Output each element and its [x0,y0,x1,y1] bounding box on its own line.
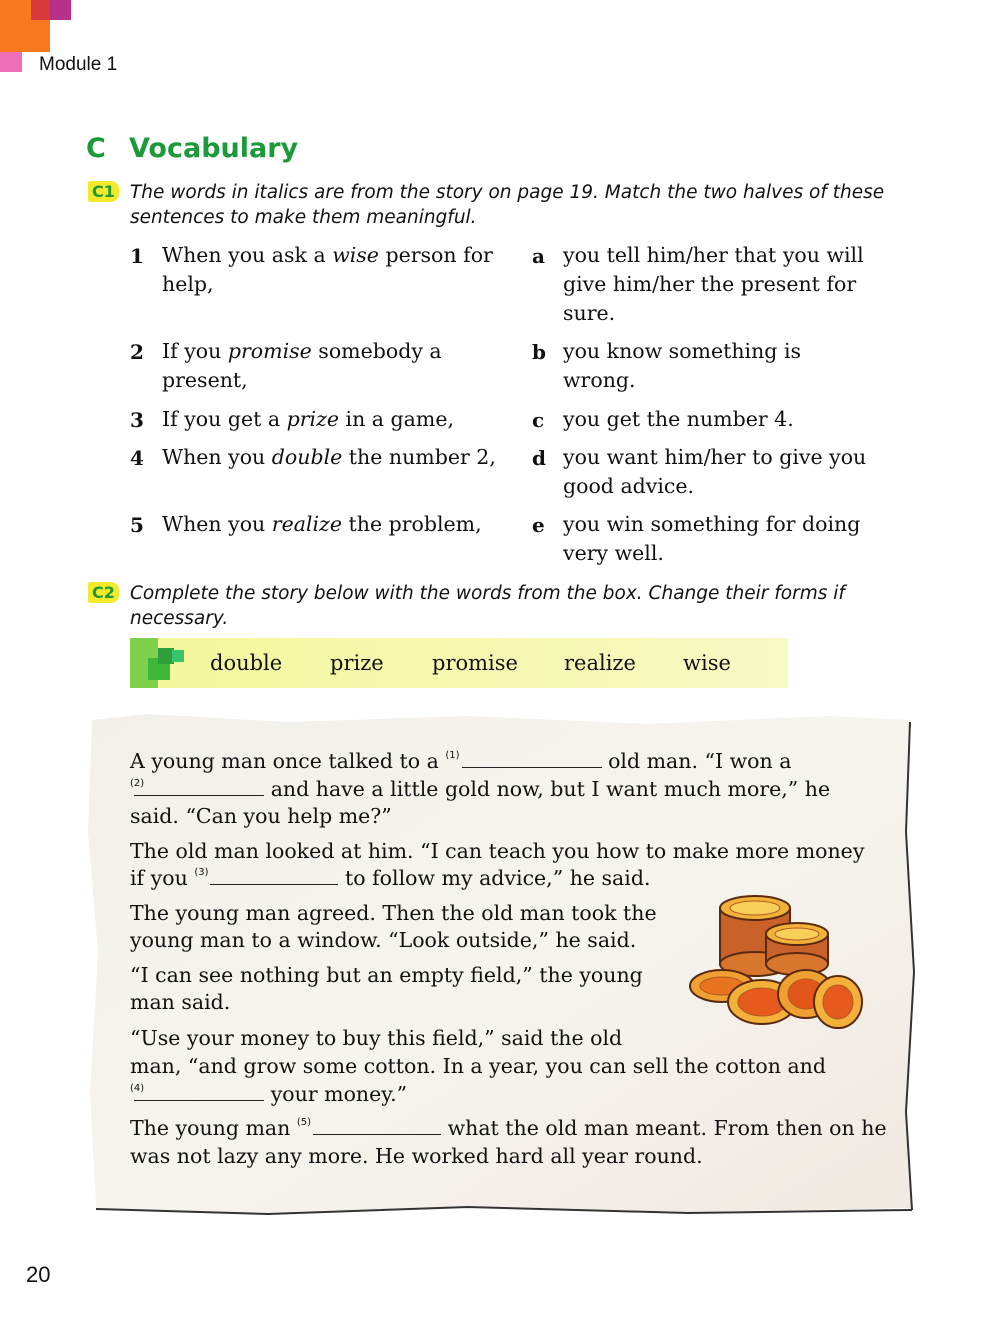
left-2-after: somebody a [311,339,442,363]
story-text: and have a little gold now, but I want much more,” he [264,777,831,801]
story-text: The young man [130,1116,297,1140]
right-letter-e: e [532,513,545,537]
story-text: what the old man meant. From then on he [441,1116,887,1140]
story-line-7: young man to a window. “Look outside,” he said. [130,928,637,952]
coins-illustration [688,890,866,1032]
left-1-before: When you ask a [162,243,333,267]
story-line-2 [130,777,830,801]
left-1-line2: help, [162,272,214,296]
left-num-2: 2 [130,340,144,364]
right-a-line3: sure. [563,301,616,325]
story-line-13 [130,1116,887,1140]
right-b-line2: wrong. [563,368,636,392]
right-letter-b: b [532,340,546,364]
left-num-3: 3 [130,408,144,432]
module-label: Module 1 [39,54,118,75]
word-wise: wise [683,651,731,675]
left-num-5: 5 [130,513,144,537]
left-item-1 [162,241,493,299]
left-item-2 [162,337,442,395]
right-item-c [563,405,794,434]
right-item-e [563,510,860,568]
left-4-before: When you [162,445,272,469]
left-1-after: person for [378,243,493,267]
left-4-after: the number 2, [342,445,496,469]
story-line-10: “Use your money to buy this field,” said the old [130,1026,623,1050]
story-text: old man. “I won a [601,749,792,773]
story-text: A young man once talked to a [130,749,446,773]
left-3-after: in a game, [339,407,454,431]
left-item-5 [162,510,482,539]
blank-number-4: (4) [130,1083,145,1094]
blank-4[interactable] [134,1100,264,1101]
story-line-1 [130,749,791,773]
left-num-1: 1 [130,244,144,268]
left-5-after: the problem, [341,512,482,536]
c1-badge: C1 [88,181,119,202]
left-2-line2: present, [162,368,248,392]
story-text: to follow my advice,” he said. [338,866,651,890]
blank-number-1: (1) [445,750,460,761]
c1-instruction-line1: The words in italics are from the story on page 19. Match the two halves of these [130,182,885,203]
story-line-6: The young man agreed. Then the old man took the [130,901,657,925]
word-box-decoration [130,638,178,688]
right-e-line1: you win something for doing [563,512,861,536]
right-d-line2: good advice. [563,474,695,498]
blank-2[interactable] [134,795,264,796]
right-letter-a: a [532,244,545,268]
c2-instruction [130,581,910,631]
word-prize: prize [330,651,384,675]
left-item-4 [162,443,496,472]
right-letter-c: c [532,408,545,432]
right-d-line1: you want him/her to give you [563,445,867,469]
left-item-3 [162,405,454,434]
story-line-9: man said. [130,990,231,1014]
c2-instruction-line1: Complete the story below with the words from the box. Change their forms if [130,583,845,604]
c1-instruction [130,180,910,230]
story-text: if you [130,866,195,890]
left-2-before: If you [162,339,228,363]
right-item-b [563,337,801,395]
left-1-word: wise [332,243,379,267]
c2-badge: C2 [88,582,119,603]
left-5-word: realize [271,512,342,536]
story-line-4: The old man looked at him. “I can teach you how to make more money [130,839,865,863]
left-3-word: prize [286,407,340,431]
right-e-line2: very well. [563,541,664,565]
blank-1[interactable] [462,767,602,768]
right-a-line2: give him/her the present for [563,272,857,296]
c2-instruction-line2: necessary. [130,608,229,629]
blank-number-3: (3) [194,867,209,878]
story-line-14: was not lazy any more. He worked hard all year round. [130,1144,703,1168]
word-promise: promise [432,651,518,675]
word-double: double [210,651,283,675]
right-item-a [563,241,864,328]
right-letter-d: d [532,446,546,470]
right-c-line1: you get the number 4. [563,407,794,431]
section-title: Vocabulary [129,133,299,164]
story-text: your money.” [264,1082,408,1106]
right-item-d [563,443,866,501]
c1-instruction-line2: sentences to make them meaningful. [130,207,477,228]
story-line-5 [130,866,650,890]
word-realize: realize [564,651,636,675]
blank-3[interactable] [210,884,338,885]
story-line-8: “I can see nothing but an empty field,” the young [130,963,643,987]
story-line-11: man, “and grow some cotton. In a year, you can sell the cotton and [130,1054,827,1078]
section-letter: C [86,133,106,164]
left-3-before: If you get a [162,407,287,431]
story-line-3: said. “Can you help me?” [130,804,392,828]
left-4-word: double [271,445,343,469]
left-2-word: promise [227,339,312,363]
page-number: 20 [26,1262,51,1287]
blank-number-2: (2) [130,778,145,789]
left-num-4: 4 [130,446,144,470]
left-5-before: When you [162,512,272,536]
story-line-12 [130,1082,407,1106]
blank-5[interactable] [313,1134,441,1135]
right-b-line1: you know something is [563,339,802,363]
right-a-line1: you tell him/her that you will [563,243,864,267]
blank-number-5: (5) [296,1117,312,1128]
